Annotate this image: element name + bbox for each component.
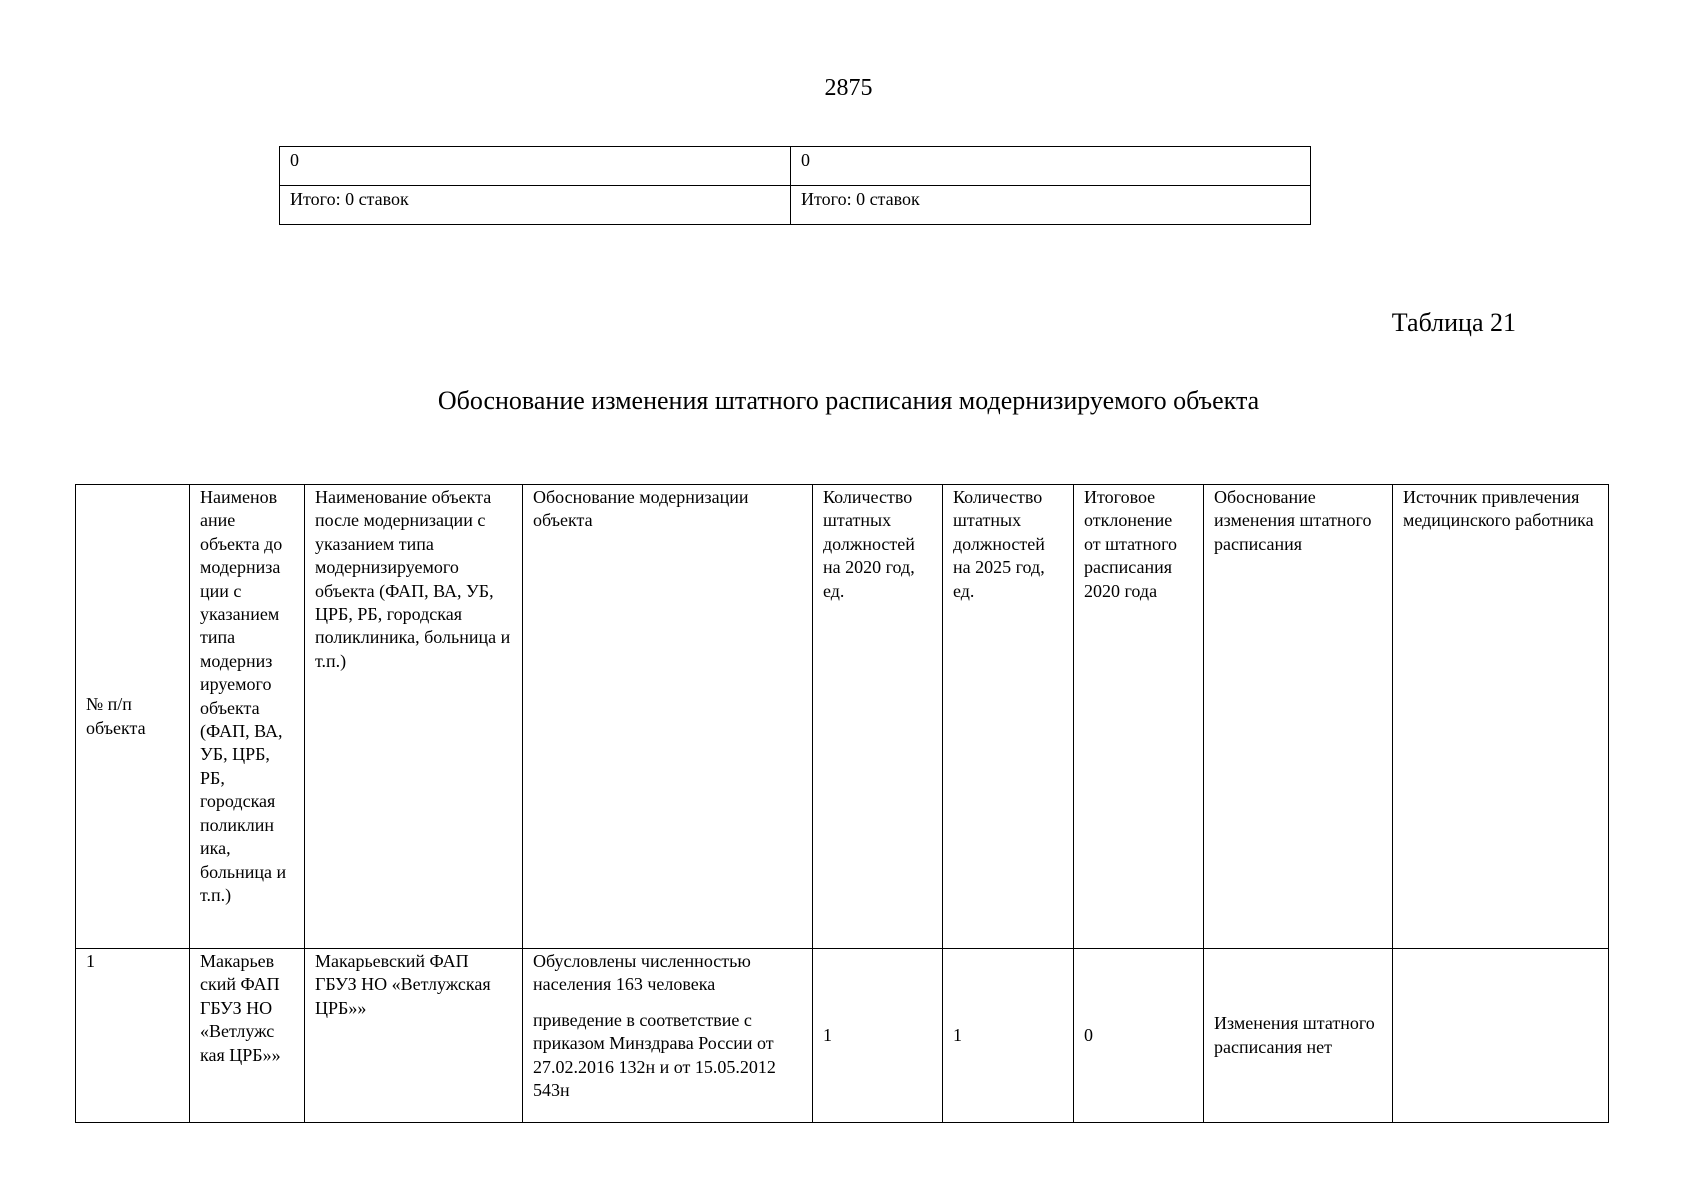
header-cell-deviation: Итоговое отклонение от штатного расписания 2020 года <box>1074 485 1204 949</box>
justification-paragraph: приведение в соответствие с приказом Минздрава России от 27.02.2016 132н и от 15.05.2012 543н <box>533 1009 776 1101</box>
header-cell-staff-2025: Количество штатных должностей на 2025 год, ед. <box>943 485 1074 949</box>
header-cell-change-reason: Обоснование изменения штатного расписания <box>1204 485 1393 949</box>
table-caption: Таблица 21 <box>1391 308 1516 337</box>
table-cell: Итого: 0 ставок <box>280 186 791 225</box>
continuation-table <box>279 146 1311 225</box>
table-row <box>280 186 1311 225</box>
cell-source <box>1393 949 1609 1123</box>
table-cell: Итого: 0 ставок <box>791 186 1311 225</box>
justification-paragraph: Обусловлены численностью населения 163 человека <box>533 951 751 995</box>
table-title: Обоснование изменения штатного расписания модернизируемого объекта <box>437 386 1260 415</box>
table-cell: 0 <box>280 147 791 186</box>
cell-name-after: Макарьевский ФАП ГБУЗ НО «Ветлужская ЦРБ»» <box>305 949 523 1123</box>
header-row <box>76 485 1609 949</box>
cell-justification <box>523 949 813 1123</box>
cell-name-before: Макарьев ский ФАП ГБУЗ НО «Ветлужс кая ЦРБ»» <box>190 949 305 1123</box>
header-cell-source: Источник привлечения медицинского работника <box>1393 485 1609 949</box>
header-cell-number: № п/п объекта <box>76 485 190 949</box>
header-cell-justification: Обоснование модернизации объекта <box>523 485 813 949</box>
table-row <box>280 147 1311 186</box>
cell-number: 1 <box>76 949 190 1123</box>
cell-staff-2020: 1 <box>813 949 943 1123</box>
staffing-table <box>75 484 1609 1123</box>
table-row <box>76 949 1609 1123</box>
page-number: 2875 <box>824 75 873 101</box>
cell-staff-2025: 1 <box>943 949 1074 1123</box>
table-cell: 0 <box>791 147 1311 186</box>
header-cell-staff-2020: Количество штатных должностей на 2020 год, ед. <box>813 485 943 949</box>
cell-change-reason: Изменения штатного расписания нет <box>1204 949 1393 1123</box>
header-cell-name-before: Наименов ание объекта до модерниза ции с указанием типа модерниз ируемого объекта (ФАП, ВА, УБ, ЦРБ, РБ, городская поликлин ика, больница и т.п.) <box>190 485 305 949</box>
cell-deviation: 0 <box>1074 949 1204 1123</box>
header-cell-name-after: Наименование объекта после модернизации с указанием типа модернизируемого объекта (ФАП, ВА, УБ, ЦРБ, РБ, городская поликлиника, больница и т.п.) <box>305 485 523 949</box>
